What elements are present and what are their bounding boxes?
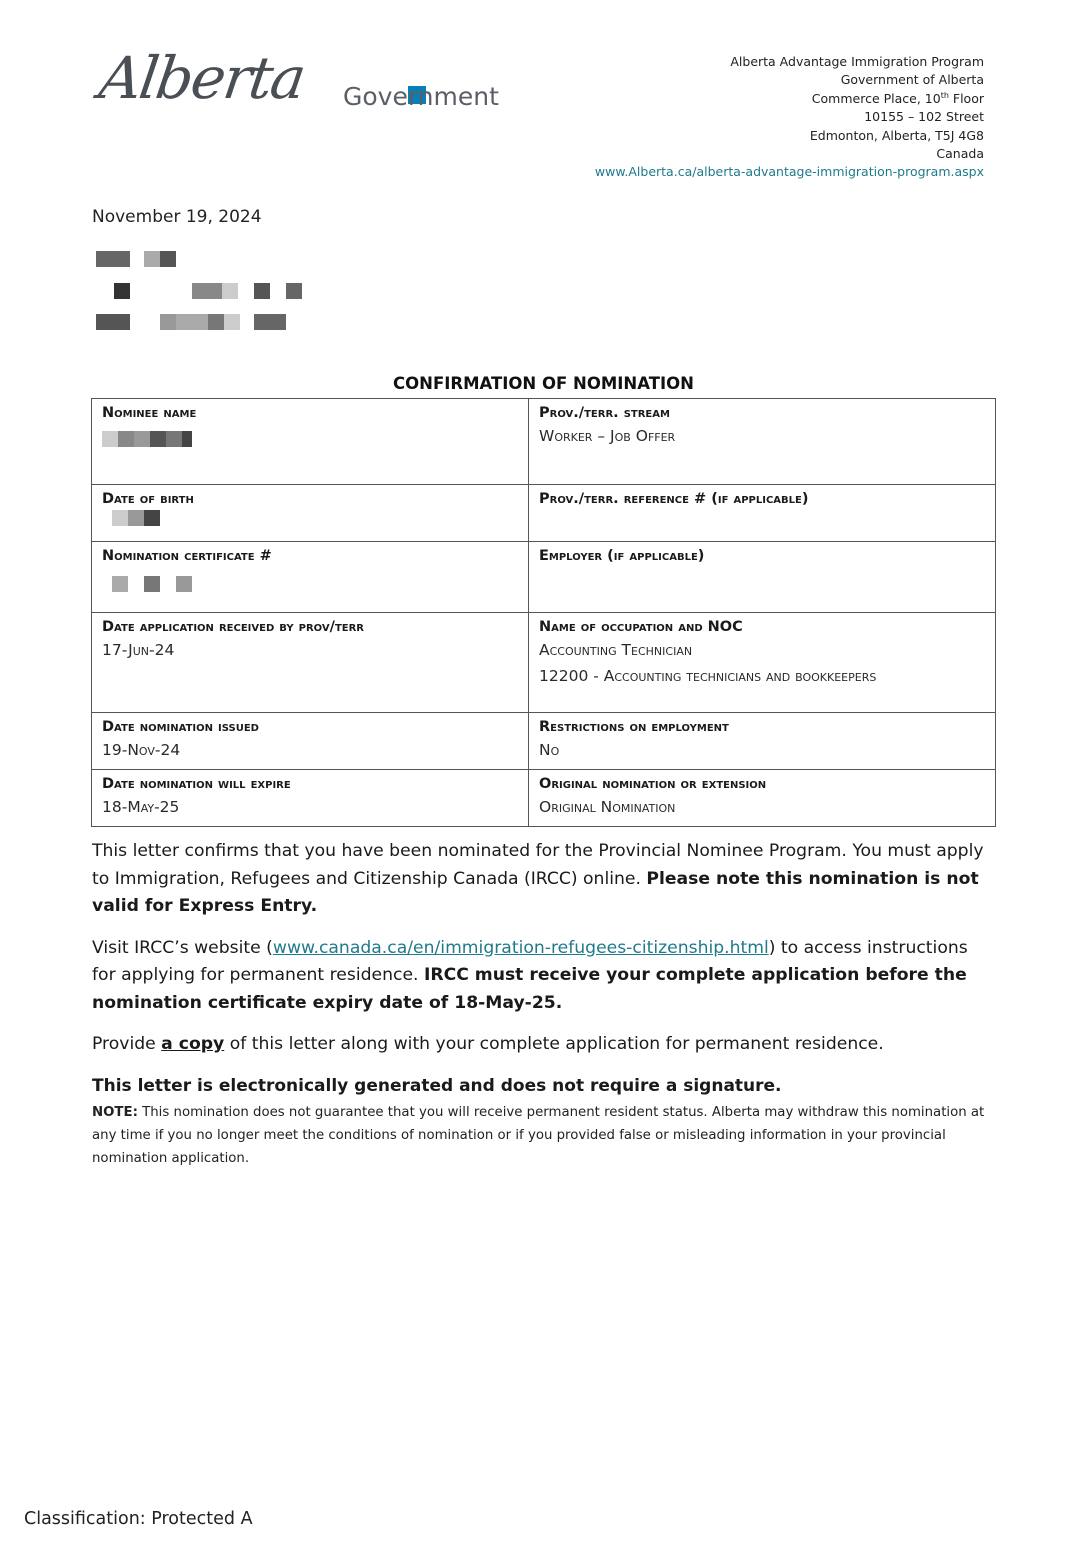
restrictions-cell (529, 713, 996, 770)
redacted-nominee-name (102, 431, 518, 449)
certificate-label: Nomination certificate # (102, 548, 272, 564)
reference-label: Prov./terr. reference # (if applicable) (539, 491, 809, 507)
table-row (92, 613, 996, 713)
address-street: 10155 – 102 Street (864, 109, 984, 125)
original-value: Original Nomination (539, 798, 676, 816)
issued-value: 19-Nov-24 (102, 741, 181, 759)
address-floor: Commerce Place, 10th Floor (811, 90, 984, 106)
address-city: Edmonton, Alberta, T5J 4G8 (809, 127, 984, 143)
table-row (92, 485, 996, 542)
stream-value: Worker – Job Offer (539, 427, 676, 445)
ircc-website-link[interactable]: www.canada.ca/en/immigration-refugees-citizenship.html (272, 937, 769, 958)
occupation-cell (529, 613, 996, 713)
original-label: Original nomination or extension (539, 776, 767, 792)
confirmation-paragraph: This letter confirms that you have been nominated for the Provincial Nominee Program. You must apply to Immigration, Refugees and Citizenship Canada (IRCC) online. Please note this nomination is not valid for Express Entry. (92, 841, 984, 916)
address-line: Alberta Advantage Immigration Program (730, 54, 984, 69)
noc-value: 12200 - Accounting technicians and bookkeepers (539, 667, 877, 685)
expire-value: 18-May-25 (102, 798, 180, 816)
employer-label: Employer (if applicable) (539, 548, 705, 564)
redacted-certificate-number (102, 576, 518, 594)
expire-label: Date nomination will expire (102, 776, 291, 792)
certificate-cell (92, 542, 529, 613)
ircc-paragraph: Visit IRCC’s website (www.canada.ca/en/immigration-refugees-citizenship.html) to access instructions for applying for permanent residence. IRCC must receive your complete application before the nomination certificate expiry date of 18-May-25. (92, 937, 968, 1013)
stream-cell (529, 399, 996, 485)
expire-cell (92, 770, 529, 827)
restrictions-value: No (539, 741, 560, 759)
sender-address (595, 53, 984, 182)
classification-footer: Classification: Protected A (24, 1509, 253, 1529)
program-website-link[interactable]: www.Alberta.ca/alberta-advantage-immigration-program.aspx (594, 164, 984, 180)
address-line: Government of Alberta (840, 72, 984, 88)
table-row (92, 399, 996, 485)
issued-cell (92, 713, 529, 770)
nominee-name-label: Nominee name (102, 405, 197, 421)
received-label: Date application received by prov/terr (102, 619, 365, 635)
restrictions-label: Restrictions on employment (539, 719, 729, 735)
express-entry-warning: Please note this nomination is not valid for Express Entry. (92, 868, 979, 916)
received-value: 17-Jun-24 (102, 641, 175, 659)
logo-wordmark: Alberta (95, 44, 309, 112)
signature-note: This letter is electronically generated and does not require a signature. (92, 1075, 782, 1096)
dob-label: Date of birth (102, 491, 194, 507)
occupation-value: Accounting Technician (539, 641, 693, 659)
letter-date: November 19, 2024 (92, 207, 262, 227)
expiry-warning: IRCC must receive your complete application before the nomination certificate expiry date of 18-May-25. (92, 965, 967, 1013)
dob-cell (92, 485, 529, 542)
original-cell (529, 770, 996, 827)
logo-government-text: Government (343, 82, 499, 111)
employer-cell (529, 542, 996, 613)
table-row (92, 770, 996, 827)
issued-label: Date nomination issued (102, 719, 259, 735)
copy-paragraph: Provide a copy of this letter along with your complete application for permanent residence. (92, 1034, 884, 1054)
redacted-dob (102, 510, 518, 528)
disclaimer-note: NOTE: This nomination does not guarantee that you will receive permanent resident status. Alberta may withdraw this nomination at any time if you no longer meet the conditions of nomination or if you provided false or misleading information in your provincial nomination application. (92, 1105, 985, 1166)
received-cell (92, 613, 529, 713)
table-row (92, 542, 996, 613)
letter-body (92, 838, 992, 1184)
a-copy-emphasis: a copy (161, 1034, 225, 1054)
alberta-government-logo (95, 44, 500, 124)
table-row (92, 713, 996, 770)
nominee-name-cell (92, 399, 529, 485)
occupation-label: Name of occupation and NOC (539, 619, 743, 635)
address-country: Canada (936, 146, 984, 162)
stream-label: Prov./terr. stream (539, 405, 670, 421)
nomination-table (91, 398, 996, 827)
reference-cell (529, 485, 996, 542)
document-title: CONFIRMATION OF NOMINATION (393, 374, 694, 393)
